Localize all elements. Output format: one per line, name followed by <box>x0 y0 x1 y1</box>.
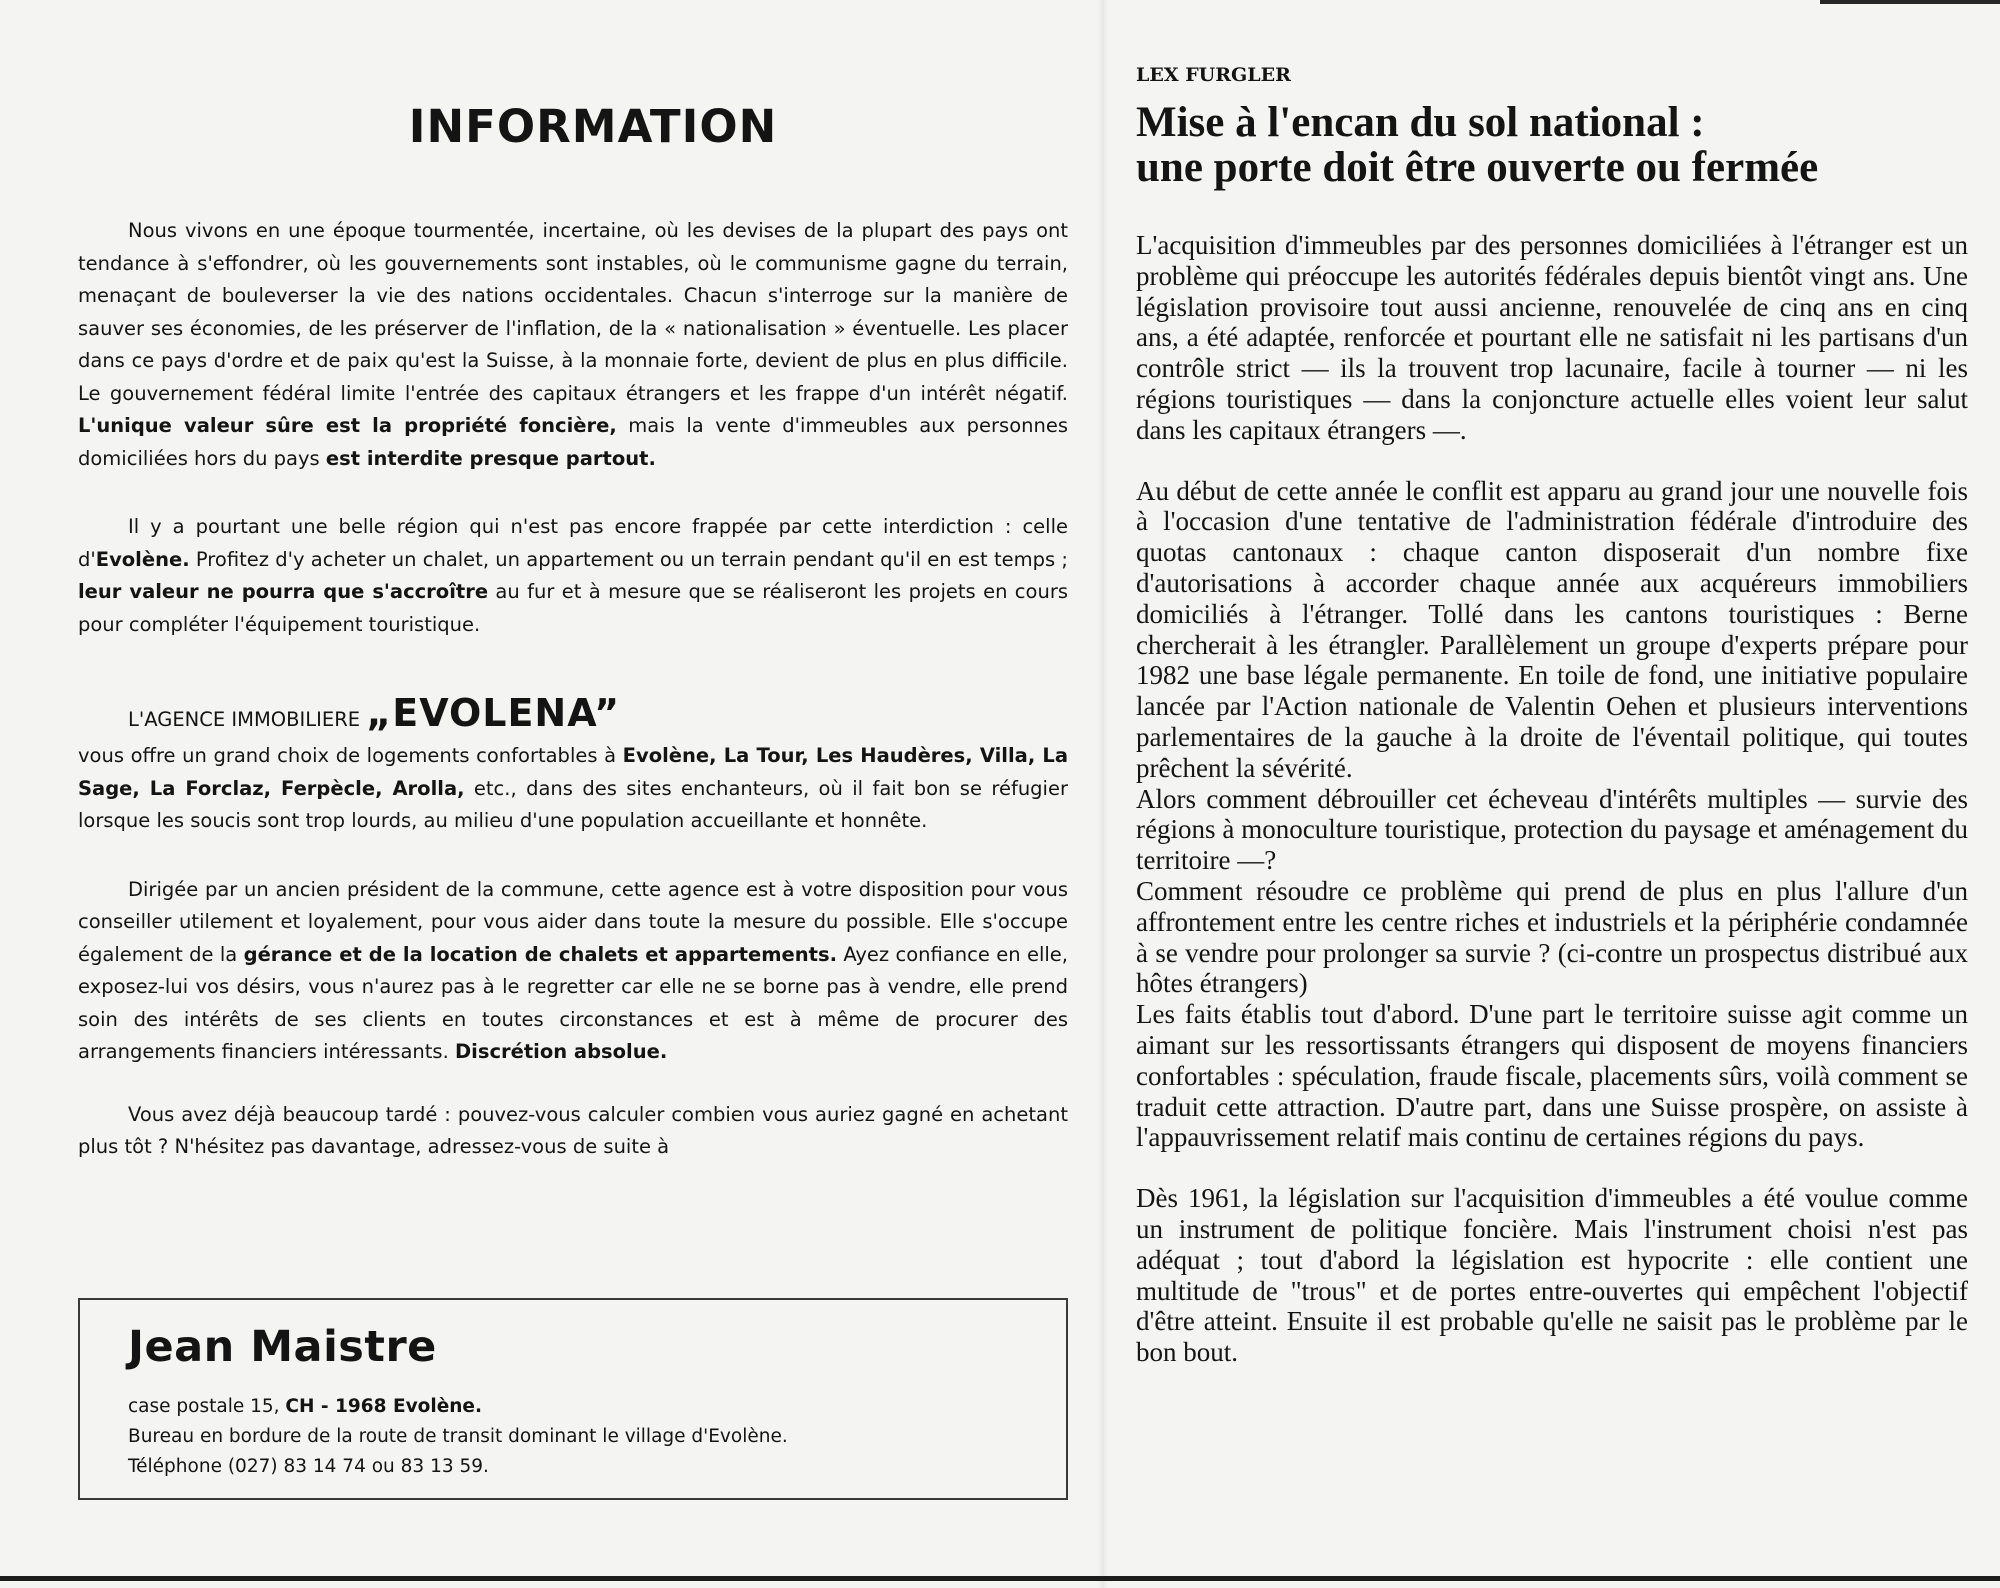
headline-line-1: Mise à l'encan du sol national : <box>1136 99 1705 146</box>
article-paragraph-2: Au début de cette année le conflit est apparu au grand jour une nouvelle fois à l'occasion d'une tentative de l'administration fédérale d'introduire des quotas cantonaux : chaque canton disposerait d'un nombre fixe d'autorisations à accorder chaque année aux acquéreurs immobiliers domiciliés à l'étranger. Tollé dans les cantons touristiques : Berne chercherait à les étrangler. Parallèlement un groupe d'experts prépare pour 1982 une base légale permanente. En toile de fond, une initiative populaire lancée par l'Action nationale de Valentin Oehen et plusieurs interventions parlementaires de la gauche à la droite de l'éventail politique, qui toutes prêchent la sévérité. <box>1136 475 1968 783</box>
top-edge-rule <box>1820 0 2000 4</box>
information-title: INFORMATION <box>408 100 778 153</box>
article-column <box>1136 64 1968 1368</box>
page-gutter <box>1098 0 1108 1588</box>
agency-heading <box>128 693 1068 740</box>
ad-p2-text-3: au fur et à mesure que se réaliseront les projets en cours pour compléter l'équipement touristique. <box>78 580 1068 636</box>
ad-p2-text-2: Profitez d'y acheter un chalet, un appartement ou un terrain pendant qu'il en est temps ; <box>189 547 1068 571</box>
ad-paragraph-5: Vous avez déjà beaucoup tardé : pouvez-vous calculer combien vous auriez gagné en achetant plus tôt ? N'hésitez pas davantage, adressez-vous de suite à <box>78 1102 1068 1158</box>
contact-location: Bureau en bordure de la route de transit dominant le village d'Evolène. <box>128 1426 788 1447</box>
article-headline <box>1136 100 1968 190</box>
ad-p4-text: Dirigée par un ancien président de la commune, cette agence est à votre disposition pour vous conseiller utilement et loyalement, pour vous aider dans toute la mesure du possible. Elle s'occupe également de la <box>78 877 1068 966</box>
ad-paragraph-3 <box>78 740 1068 838</box>
ad-p3-text-2: etc., dans des sites enchanteurs, où il fait bon se réfugier lorsque les soucis sont trop lourds, au milieu d'une population accueillante et honnête. <box>78 776 1068 832</box>
article-paragraph-4: Comment résoudre ce problème qui prend de plus en plus l'allure d'un affrontement entre les centre riches et industriels et la périphérie condamnée à se vendre pour prolonger sa survie ? (ci-contre un prospectus distribué aux hôtes étrangers) <box>1136 875 1968 999</box>
ad-paragraph-4 <box>78 874 1068 1069</box>
contact-address <box>128 1392 1066 1422</box>
advertisement-column <box>78 100 1068 1164</box>
ad-p1-text-2: mais la vente d'immeubles aux personnes domiciliées hors du pays <box>78 414 1069 470</box>
ad-paragraph-2 <box>78 511 1068 641</box>
contact-phone: Téléphone (027) 83 14 74 ou 83 13 59. <box>128 1456 489 1477</box>
ad-p1-text: Nous vivons en une époque tourmentée, incertaine, où les devises de la plupart des pays ont tendance à s'effondrer, où les gouvernements sont instables, où le communisme gagne du terrain, menaçant de bouleverser la vie des nations occidentales. Chacun s'interroge sur la manière de sauver ses économies, de les préserver de l'inflation, de la « nationalisation » éventuelle. Les placer dans ce pays d'ordre et de paix qu'est la Suisse, à la monnaie forte, devient de plus en plus difficile. Le gouvernement fédéral limite l'entrée des capitaux étrangers et les frappe d'un intérêt négatif. <box>78 219 1068 405</box>
ad-p3-places: Evolène, La Tour, Les Haudères, Villa, La Sage, La Forclaz, Ferpècle, Arolla, <box>78 744 1068 800</box>
ad-p2-bold: Evolène. <box>95 547 190 571</box>
ad-p4-bold: gérance et de la location de chalets et appartements. <box>243 942 837 966</box>
contact-address-bold: CH - 1968 Evolène. <box>285 1396 482 1417</box>
agency-name: „EVOLENA” <box>366 691 621 735</box>
contact-box <box>78 1298 1068 1500</box>
bottom-edge-rule <box>0 1576 2000 1581</box>
ad-p1-bold: L'unique valeur sûre est la propriété foncière, <box>78 414 617 437</box>
ad-p1-bold-2: est interdite presque partout. <box>325 446 656 470</box>
ad-p2-bold-2: leur valeur ne pourra que s'accroître <box>78 580 489 603</box>
article-author: LEX FURGLER <box>1136 64 1291 86</box>
article-paragraph-6: Dès 1961, la législation sur l'acquisition d'immeubles a été voulue comme un instrument de politique foncière. Mais l'instrument choisi n'est pas adéquat ; tout d'abord la législation est hypocrite : elle contient une multitude de "trous" et de portes entre-ouvertes qui empêchent l'objectif d'être atteint. Ensuite il est probable qu'elle ne saisit pas le problème par le bon bout. <box>1136 1183 1968 1368</box>
ad-p3-text: vous offre un grand choix de logements confortables à <box>78 744 623 767</box>
contact-address-text: case postale 15, <box>128 1396 286 1417</box>
article-paragraph-1: L'acquisition d'immeubles par des personnes domiciliées à l'étranger est un problème qui préoccupe les autorités fédérales depuis bientôt vingt ans. Une législation provisoire tout aussi ancienne, renouvelée de cinq ans en cinq ans, a été adaptée, renforcée et pourtant elle ne satisfait ni les partisans d'un contrôle strict — ils la trouvent trop lacunaire, facile à tourner — ni les régions touristiques — dans la conjoncture actuelle elles voient leur salut dans les capitaux étrangers —. <box>1136 230 1968 445</box>
article-paragraph-5: Les faits établis tout d'abord. D'une part le territoire suisse agit comme un aimant sur les ressortissants étrangers qui disposent de moyens financiers confortables : spéculation, fraude fiscale, placements sûrs, voilà comment se traduit cette attraction. D'autre part, dans une Suisse prospère, on assiste à l'appauvrissement relatif mais continu de certaines régions du pays. <box>1136 999 1968 1153</box>
article-paragraph-3: Alors comment débrouiller cet écheveau d'intérêts multiples — survie des régions à monoculture touristique, protection du paysage et aménagement du territoire —? <box>1136 783 1968 876</box>
ad-p4-text-2: Ayez confiance en elle, exposez-lui vos désirs, vous n'aurez pas à le regretter car elle ne se borne pas à vendre, elle prend soin des intérêts de ses clients en toutes circonstances et est à même de procurer des arrangements financiers intéressants. <box>78 942 1068 1063</box>
ad-p4-bold-2: Discrétion absolue. <box>454 1040 668 1063</box>
agency-prefix: L'AGENCE IMMOBILIERE <box>128 708 367 731</box>
contact-name: Jean Maistre <box>128 1322 437 1372</box>
ad-p2-text: Il y a pourtant une belle région qui n'est pas encore frappée par cette interdiction : celle d' <box>78 515 1068 571</box>
ad-paragraph-1 <box>78 215 1068 475</box>
headline-line-2: une porte doit être ouverte ou fermée <box>1136 144 1819 191</box>
